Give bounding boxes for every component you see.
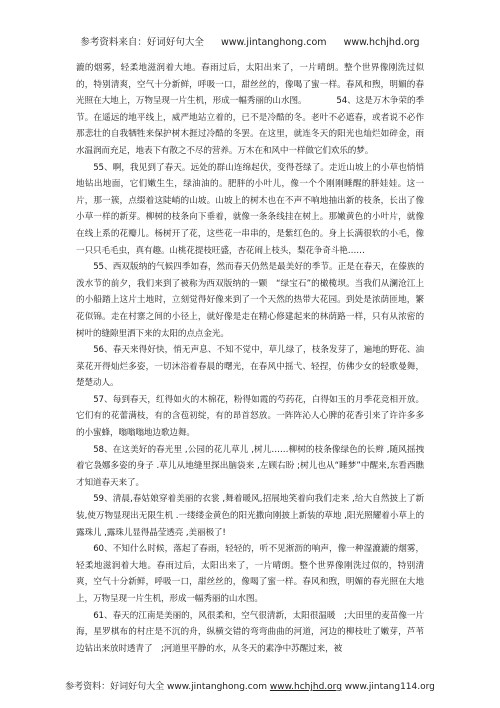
paragraph-55b: 55、西双版纳的气候四季如春，然而春天仍然是最美好的季节。正是在春天，在傣族的泼水节的前夕，我们来到了被称为西双版纳的一颗 “绿宝石”的橄榄坝。当我们从澜沧江上的小船踏上这片土地时，立刻觉得好像来到了一个天然的热带大花园。到处是浓荫匝地，繁花似锦。走在村寨之间的小径上，就好像是走在精心修建起来的林荫路一样，只有从浓密的树叶的缝隙里洒下来的太阳的点点金光。	[76, 262, 424, 339]
header-site-2[interactable]: www.hchjhd.org	[343, 37, 420, 48]
footer-site-2[interactable]: www.hchjhd.org	[269, 682, 342, 692]
header-site-1[interactable]: www.jintanghong.com	[220, 37, 327, 48]
footer-site-1[interactable]: www.jintanghong.com	[167, 682, 268, 692]
page-footer	[0, 680, 500, 694]
footer-prefix: 参考资料：好词好句大全	[65, 682, 165, 692]
page-header	[0, 36, 500, 50]
paragraph-59: 59、清晨,春姑娘穿着美丽的衣裳 ,舞着暖风,招展地笑着向我们走来 ,给大自然披上了新装,使万物显现出无限生机 .一缕缕金黄色的阳光撒向刚披上新装的草地 ,阳光照耀着小草上的露珠儿 ,露珠儿显得晶莹透亮 ,美丽极了!	[76, 494, 424, 538]
paragraph-60: 60、不知什么时候，落起了春雨，轻轻的，听不见淅沥的响声，像一种湿漉漉的烟雾，轻柔地滋润着大地。春雨过后，太阳出来了，一片晴朗。整个世界像刚洗过似的，特别清爽，空气十分新鲜，呼吸一口，甜丝丝的，像喝了蜜一样。春风和煦，明媚的春光照在大地上，万物呈现一片生机，形成一幅秀丽的山水图。	[76, 544, 424, 604]
paragraph-56: 56、春天来得好快，悄无声息、不知不觉中，草儿绿了，枝条发芽了，遍地的野花、油菜花开得灿烂多姿，一切沐浴着春晨的曙光，在春风中摇弋、轻捏，仿佛少女的轻歌曼舞，楚楚动人。	[76, 345, 424, 389]
paragraph-intro: 漉的烟雾，轻柔地滋润着大地。春雨过后，太阳出来了，一片晴朗。整个世界像刚洗过似的，特别清爽，空气十分新鲜，呼吸一口，甜丝丝的，像喝了蜜一样。春风和煦，明媚的春光照在大地上，万物呈现一片生机，形成一幅秀丽的山水图。 54、这是万木争荣的季节。在遥远的地平线上，威严地站立着的，已不是冷酷的冬。老叶不必遮春，或者说不必作那悲壮的自我牺牲来保护树木捱过冷酷的冬罢。在这里，就连冬天的阳光也灿烂如碎金，雨水温润而充足，地表下有散之不尽的营养。万木在和风中一样做它们欢乐的梦。	[76, 63, 424, 156]
article-body	[76, 60, 424, 657]
paragraph-58: 58、在这美好的春光里 ,公园的花儿草儿 ,树儿……柳树的枝条像绿色的长辫 ,随风摇拽着它袅娜多姿的身子 .草儿从地缝里探出脑袋来 ,左顾右盼 ;树儿也从“睡梦”中醒来,东看西瞧才知道春天来了。	[76, 444, 424, 488]
paragraph-57: 57、每到春天，红得如火的木棉花，粉得如霞的芍药花，白得如玉的月季花竞相开放。它们有的花蕾满枝，有的含苞初绽，有的昂首怒放。一阵阵沁人心脾的花香引来了许许多多的小蜜蜂，嗡嗡嗡地边歌边舞。	[76, 394, 424, 439]
paragraph-55a: 55、啊，我见到了春天。远处的群山连绵起伏，变得苍绿了。走近山坡上的小草也悄悄地钻出地面，它们嫩生生，绿油油的。肥胖的小叶儿，像一个个刚刚睡醒的胖娃娃。这一片，那一簇，点缀着这陡峭的山坡。山坡上的树木也在不声不响地抽出新的枝条，长出了像小草一样的新芽。柳树的枝条向下垂着，就像一条条线挂在树上。那嫩黄色的小叶片，就像在线上系的花瓣儿。杨树开了花，这些花一串串的，是紫红色的。身上长满很软的小毛，像一只只毛毛虫，真有趣。山桃花提枝旺盛，杏花闹上枝头，梨花争奇斗艳……	[76, 162, 424, 256]
paragraph-61: 61、春天的江南是美丽的，风很柔和，空气很清新，太阳很温暖 ;大田里的麦苗像一片海，星罗棋布的村庄是不沉的舟，纵横交错的弯弯曲曲的河道，河边的柳枝吐了嫩芽，芦苇边钻出来放时透青了 ;河道里平静的水，从冬天的素净中苏醒过来，被	[76, 610, 424, 654]
footer-site-3[interactable]: www.jintang114.org	[344, 682, 435, 692]
header-prefix: 参考资料来自：好词好句大全	[80, 37, 204, 48]
